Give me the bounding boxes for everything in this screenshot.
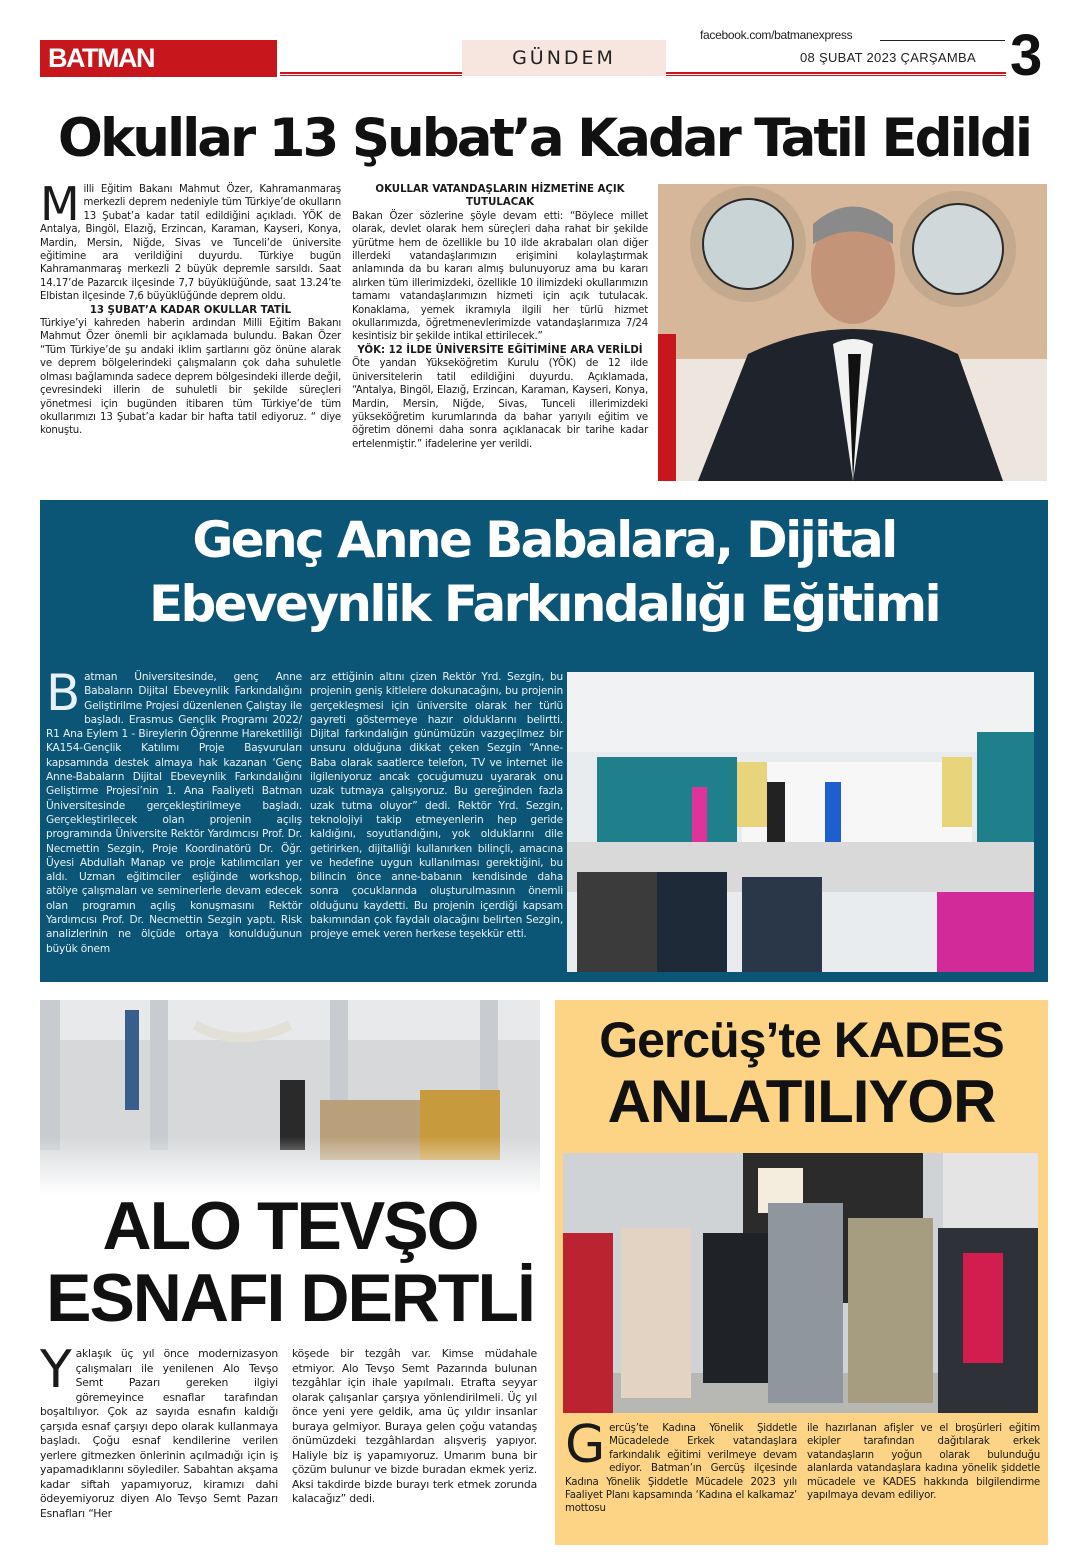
headline-digital-parenting — [40, 508, 1048, 636]
photo-market — [40, 1000, 540, 1195]
subheading: OKULLAR VATANDAŞLARIN HİZMETİNE AÇIK TUTULACAK — [375, 184, 625, 209]
headline-kades — [555, 1010, 1048, 1134]
dropcap: G — [565, 1415, 606, 1475]
dropcap: M — [40, 177, 80, 231]
headline-alo-tevso — [40, 1190, 540, 1334]
paragraph: köşede bir tezgâh var. Kimse müdahale etmiyor. Alo Tevşo Semt Pazarında bulunan tezgâhlar için ihale yapılmalı. Etrafta seyyar olarak çalışanlar çarşıya yönlendirilmeli. Üç yıl önce yeni yere geldik, ama üç yıldır insanlar buraya gelmiyor. Buraya gelen çoğu vatandaş önümüzdeki tezgâhlardan alışveriş yapıyor. Haliyle biz iş yapamıyoruz. Umarım buna bir çözüm bulunur ve bizde buradan ekmek yeriz. Aksi takdirde bizde burayı terk etmek zorunda kalacağız” dedi. — [292, 1347, 537, 1505]
paragraph: Bakan Özer sözlerine şöyle devam etti: “Böylece millet olarak, devlet olarak hem süreçleri daha rahat bir şekilde yürütme hem de özellikle bu 10 ilde akrabaları olan diğer illerdeki vatandaşlarımızın erişimini kolaylaştırmak anlamında da bu kararı almış bulunuyoruz ama bu kararı alırken tüm illerimizdeki, özellikle 10 ilimizdeki okullarımızın tamamı vatandaşlarımızın hizmeti için açık tutulacak. Konaklama, yemek ikramıyla ilgili her türlü hizmet okullarımızda, öğretmenevlerimizde vatandaşlarımıza 7/24 kesintisiz bir şekilde intikal ettirilecek.” — [352, 210, 648, 343]
paragraph: ercüş’te Kadına Yönelik Şiddetle Mücadelede Erkek vatandaşlara farkındalık eğitimi verilmeye devam ediyor. Batman’ın Gercüş ilçesinde Kadına Yönelik Şiddetle Mücadele 2023 yılı Faaliyet Planı kapsamında ‘Kadına el kalkamaz’ mottosu — [565, 1423, 797, 1515]
divider — [880, 40, 1005, 41]
article3-column-1 — [40, 1340, 278, 1521]
page-number: 3 — [1010, 23, 1043, 88]
headline-line: Ebeveynlik Farkındalığı Eğitimi — [148, 575, 939, 633]
brand-logo: BATMAN EXPRESS — [40, 40, 277, 77]
photo-minister — [658, 184, 1047, 481]
article3-column-2 — [292, 1347, 537, 1507]
dropcap: B — [46, 664, 81, 722]
photo-kades-group — [563, 1153, 1038, 1413]
photo-workshop-image — [567, 672, 1034, 972]
section-label: GÜNDEM — [462, 40, 666, 76]
paragraph: arz ettiğinin altını çizen Rektör Yrd. Sezgin, bu projenin geniş kitlelere dokunacağını, bu projenin gerçekleşmesi için üniversite olarak her türlü gayreti göstermeye hazır olduklarını belirtti. Dijital farkındalığın günümüzün vazgeçilmez bir unsuru olduğuna dikkat çeken Sezgin “Anne-Baba olarak saatlerce telefon, TV ve internet ile ilgileniyoruz ancak çocuğumuzu uyararak onu uzak tutmaya çalışıyoruz. Bu gereğinden fazla uzak tutma oluyor” dedi. Rektör Yrd. Sezgin, teknolojiyi takip etmeyenlerin hep geride kaldığını, soyutlandığını, yok olduklarını dile getirirken, dijitalliği kullanırken bilinçli, amacına ve hedefine uygun kullanılması gerektiğini, bu bilincin önce anne-babanın kendisinde daha sonra çocuklarında oluşturulmasının önemli olduğunu kaydetti. Bu projenin içerdiği kapsam bakımından çok faydalı olacağını belirten Sezgin, projeye emek veren herkese teşekkür etti. — [310, 671, 563, 941]
issue-date: 08 ŞUBAT 2023 ÇARŞAMBA — [800, 50, 976, 65]
facebook-link[interactable]: facebook.com/batmanexpress — [700, 28, 853, 42]
article2-column-1 — [46, 664, 302, 956]
headline-line: ANLATILIYOR — [607, 1068, 996, 1135]
article1-column-1 — [40, 177, 341, 438]
paragraph: ile hazırlanan afişler ve el broşürleri eğitim ekipler tarafından dağıtılarak erkek vatandaşların yoğun olarak bulunduğu alanlarda vatandaşlara kadına yönelik şiddetle mücadele ve KADES hakkında bilgilendirme yapılmaya devam ediliyor. — [807, 1423, 1040, 1502]
article1-column-2 — [352, 183, 648, 451]
article4-column-1 — [565, 1415, 797, 1516]
photo-kades-group-image — [563, 1153, 1038, 1413]
photo-minister-image — [658, 184, 1047, 481]
dropcap: Y — [40, 1340, 72, 1400]
headline-line: ALO TEVŞO — [102, 1188, 478, 1264]
paragraph: Öte yandan Yükseköğretim Kurulu (YÖK) de 12 ilde üniversitelerin tatil edildiğini duyurdu. Açıklamada, “Antalya, Bingöl, Elazığ, Erzincan, Karaman, Kayseri, Konya, Mardin, Mersin, Niğde, Sivas, Tunceli illerimizdeki yükseköğretim kurumlarında da bahar yarıyılı eğitim ve öğretim dönemi daha sonra açıklanacak bir tarihe kadar ertelenmiştir.” ifadelerine yer verildi. — [352, 358, 648, 450]
article4-column-2 — [807, 1422, 1040, 1502]
paragraph: Türkiye’yi kahreden haberin ardından Milli Eğitim Bakanı Mahmut Özer önemli bir açıklamada bulundu. Bakan Özer “Tüm Türkiye’de şu andaki iklim şartlarını göz önüne alarak ve deprem bölgelerindeki çalışmaların çok daha suhuletle olması bağlamında sadece deprem bölgesindeki illerde değil, çevresindeki illerin de suhuletli bir şekilde süreçleri yönetmesi için bugünden itibaren tüm Türkiye’de tüm okullarımızı 13 Şubat’a kadar bir hafta tatil ediyoruz. “ diye konuştu. — [40, 318, 341, 437]
digital-parenting-panel — [40, 500, 1048, 982]
headline-line: ESNAFI DERTLİ — [46, 1260, 534, 1336]
paragraph: illi Eğitim Bakanı Mahmut Özer, Kahramanmaraş merkezli deprem nedeniyle tüm Türkiye’de okulların 13 Şubat’a kadar tatil edildiğini açıkladı. YÖK de Antalya, Bingöl, Elazığ, Erzincan, Karaman, Kayseri, Konya, Mardin, Mersin, Niğde, Sivas ve Tunceli’de üniversite eğitimine ara verildiğini duyurdu. Türkiye bugün Kahramanmaraş merkezli 2 büyük depremle sarsıldı. Saat 14.17’de Pazarcık ilçesinde 7,7 büyüklüğünde, saat 13.24’te Elbistan ilçesinde 7,6 büyüklüğünde deprem oldu. — [40, 184, 341, 303]
article2-column-2 — [310, 670, 563, 942]
headline-line: Gercüş’te KADES — [599, 1012, 1004, 1068]
subheading: YÖK: 12 İLDE ÜNİVERSİTE EĞİTİMİNE ARA VERİLDİ — [357, 344, 643, 356]
headline-schools-closed: Okullar 13 Şubat’a Kadar Tatil Edildi — [57, 108, 1031, 169]
photo-market-image — [40, 1000, 540, 1195]
paragraph: aklaşık üç yıl önce modernizasyon çalışmaları ile yenilenen Alo Tevşo Semt Pazarı gereken ilgiyi göremeyince esnaflar tarafından boşaltılıyor. Çok az sayıda esnafın kaldığı çarşıda esnaf çarşıyı depo olarak kullanmaya başladı. Çoğu esnaf kendilerine verilen yerlere gitmezken önlerinin açılmadığı için iş yapamadıklarını söylediler. Sabahtan akşama kadar siftah yapamıyoruz, kiramızı dahi ödeyemiyoruz diyen Alo Tevşo Semt Pazarı Esnafları “Her — [40, 1347, 278, 1520]
headline-line: Genç Anne Babalara, Dijital — [192, 511, 896, 569]
photo-workshop — [567, 672, 1034, 972]
paragraph: atman Üniversitesinde, genç Anne Babaların Dijital Ebeveynlik Farkındalığını Geliştirilme Projesi düzenlenen Çalıştay ile başladı. Erasmus Gençlik Programı 2022/ R1 Ana Eylem 1 - Bireylerin Öğrenme Hareketliliği KA154-Gençlik Katılımı Proje Başvuruları kapsamında destek almaya hak kazanan ‘Genç Anne-Babaların Dijital Ebeveynlik Farkındalığını Geliştirme Projesi’nin 1. Ana Faaliyeti Batman Üniversitesinde gerçekleştirilmeye başladı. Gerçekleştirilecek olan projenin açılış programında Üniversite Rektör Yardımcısı Prof. Dr. Necmettin Sezgin, Proje Koordinatörü Dr. Öğr. Üyesi Abdullah Manap ve proje katılımcıları yer aldı. Uzman eğitimciler eşliğinde workshop, atölye çalışmaları ve seminerlerle devam edecek olan programın açılış konuşmasını Rektör Yardımcısı Prof. Dr. Necmettin Sezgin yaptı. Risk analizlerinin ne ölçüde ortaya konulduğunun büyük önem — [46, 671, 302, 955]
subheading: 13 ŞUBAT’A KADAR OKULLAR TATİL — [89, 304, 292, 316]
kades-panel — [555, 1000, 1048, 1545]
